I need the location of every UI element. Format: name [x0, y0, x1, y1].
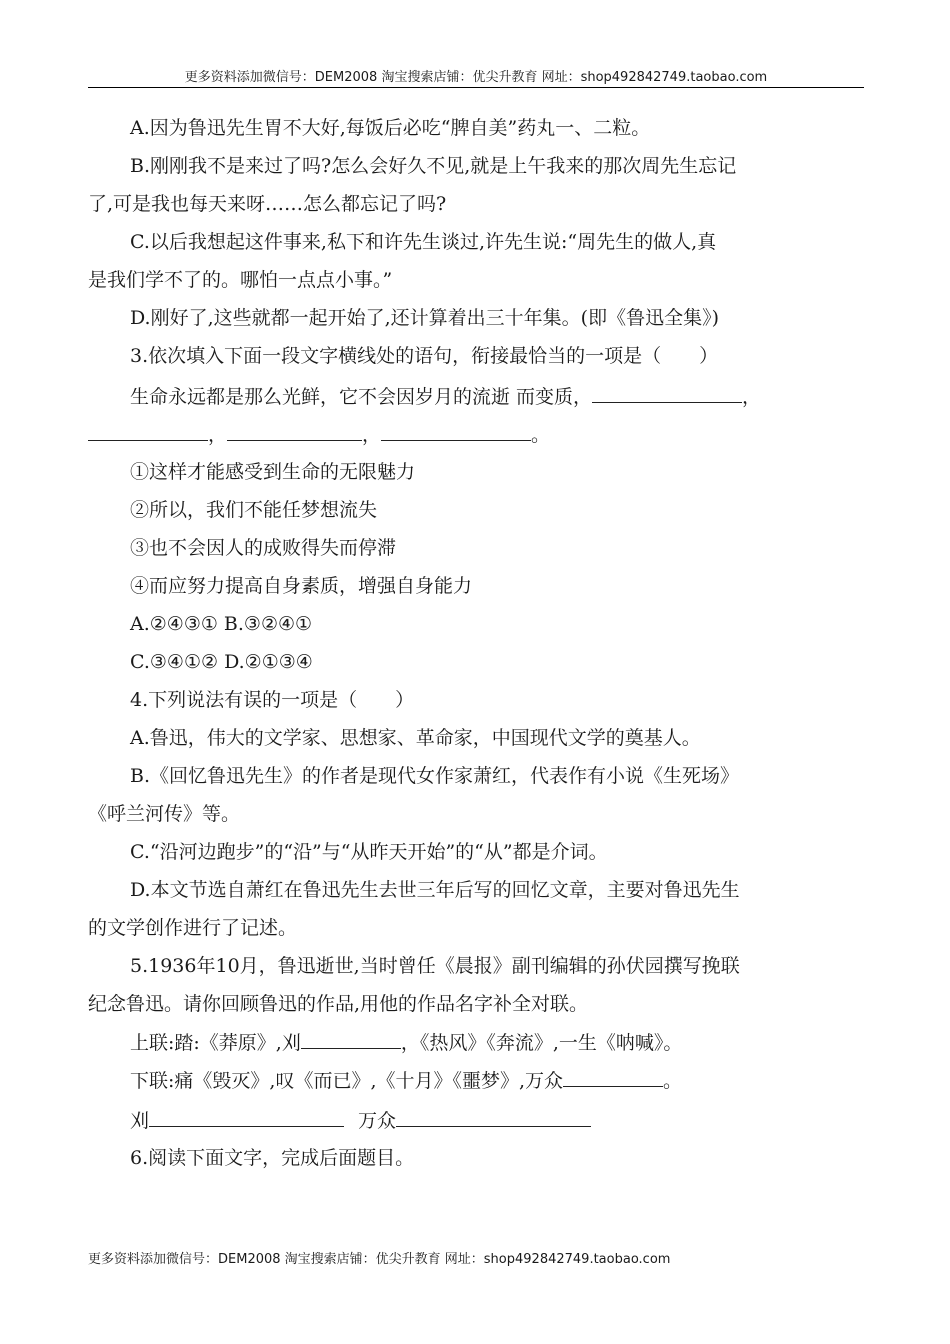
- q4-option-b-cont: 《呼兰河传》等。: [88, 803, 241, 825]
- answer-blank[interactable]: [592, 384, 742, 403]
- couplet-lower: 下联:痛《毁灭》,叹《而已》,《十月》《噩梦》,万众 。: [130, 1070, 683, 1092]
- question-4: 4.下列说法有误的一项是（ ）: [130, 689, 415, 711]
- option-c-cont: 是我们学不了的。哪怕一点点小事。”: [88, 269, 393, 291]
- answer-blank[interactable]: [227, 422, 362, 441]
- q3-item-3: ③也不会因人的成败得失而停滞: [130, 537, 397, 559]
- q4-option-d: D.本文节选自萧红在鲁迅先生去世三年后写的回忆文章，主要对鲁迅先生: [130, 879, 740, 901]
- q3-blanks-line: ， ， 。: [88, 422, 550, 447]
- q4-option-a: A.鲁迅，伟大的文学家、思想家、革命家，中国现代文学的奠基人。: [130, 727, 701, 749]
- couplet-upper: 上联:踏:《莽原》,刈 ，《热风》《奔流》,一生《呐喊》。: [130, 1032, 683, 1054]
- answer-blank[interactable]: [301, 1030, 401, 1049]
- answer-blank[interactable]: [88, 422, 208, 441]
- q4-option-c: C.“沿河边跑步”的“沿”与“从昨天开始”的“从”都是介词。: [130, 841, 608, 863]
- q3-choices-cd: C.③④①② D.②①③④: [130, 651, 313, 673]
- q3-passage-text: 生命永远都是那么光鲜，它不会因岁月的流逝 而变质，: [130, 386, 593, 408]
- couplet-answer-line: 刈 万众: [130, 1108, 591, 1133]
- question-6: 6.阅读下面文字，完成后面题目。: [130, 1147, 415, 1169]
- q3-item-4: ④而应努力提高自身素质，增强自身能力: [130, 575, 473, 597]
- question-3: 3.依次填入下面一段文字横线处的语句，衔接最恰当的一项是（ ）: [130, 345, 719, 367]
- page-header: 更多资料添加微信号：DEM2008 淘宝搜索店铺：优尖升教育 网址：shop492842749.taobao.com: [184, 70, 768, 85]
- header-rule: [88, 87, 864, 88]
- answer-blank[interactable]: [563, 1068, 663, 1087]
- option-b-line: B.刚刚我不是来过了吗?怎么会好久不见,就是上午我来的那次周先生忘记: [130, 155, 737, 177]
- q3-passage-line: 生命永远都是那么光鲜，它不会因岁月的流逝 而变质， ，: [130, 386, 762, 408]
- q4-option-d-cont: 的文学创作进行了记述。: [88, 917, 298, 939]
- answer-blank[interactable]: [149, 1108, 344, 1127]
- answer-blank[interactable]: [381, 422, 531, 441]
- option-b-cont: 了,可是我也每天来呀……怎么都忘记了吗?: [88, 193, 447, 215]
- q3-item-2: ②所以，我们不能任梦想流失: [130, 499, 378, 521]
- option-a-line: A.因为鲁迅先生胃不大好,每饭后必吃“脾自美”药丸一、二粒。: [130, 117, 651, 139]
- q4-option-b: B.《回忆鲁迅先生》的作者是现代女作家萧红，代表作有小说《生死场》: [130, 765, 740, 787]
- question-5: 5.1936年10月，鲁迅逝世,当时曾任《晨报》副刊编辑的孙伏园撰写挽联: [130, 955, 740, 977]
- q3-item-1: ①这样才能感受到生命的无限魅力: [130, 461, 416, 483]
- page-footer: 更多资料添加微信号：DEM2008 淘宝搜索店铺：优尖升教育 网址：shop492842749.taobao.com: [88, 1252, 671, 1267]
- q3-choices-ab: A.②④③① B.③②④①: [130, 613, 313, 635]
- option-c-line: C.以后我想起这件事来,私下和许先生谈过,许先生说:“周先生的做人,真: [130, 231, 717, 253]
- option-d-line: D.刚好了,这些就都一起开始了,还计算着出三十年集。(即《鲁迅全集》): [130, 307, 720, 329]
- question-5-cont: 纪念鲁迅。请你回顾鲁迅的作品,用他的作品名字补全对联。: [88, 993, 589, 1015]
- answer-blank[interactable]: [396, 1108, 591, 1127]
